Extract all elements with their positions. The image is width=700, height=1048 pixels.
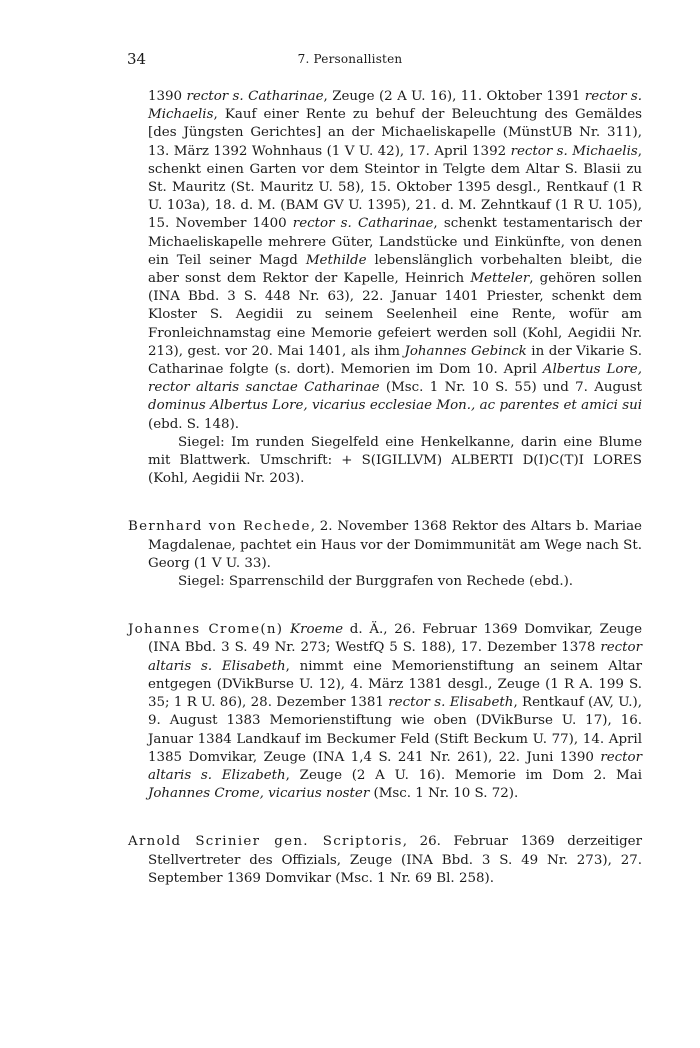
entry-name: Arnold Scrinier gen. Scriptoris [128, 834, 403, 850]
body-text [128, 88, 642, 888]
seal-description: Siegel: Sparrenschild der Burggrafen von Rechede (ebd.). [178, 574, 574, 590]
seal-description: Siegel: Im runden Siegelfeld eine Henkelkanne, darin eine Blume mit Blattwerk. Umschrift: + S(IGILLVM) ALBERTI D(I)C(T)I LORES (Kohl, Aegidii Nr. 203). [148, 434, 642, 487]
running-head: 7. Personallisten [297, 52, 403, 66]
entry-johannes-crome: Johannes Crome(n) Kroeme d. Ä., 26. Februar 1369 Domvikar, Zeuge (INA Bbd. 3 S. 49 Nr. 273; WestfQ 5 S. 188), 17. Dezember 1378 rector altaris s. Elisabeth, nimmt eine Memorienstiftung an seinem Altar entgegen (DVikBurse U. 12), 4. März 1381 desgl., Zeuge (1 R A. 199 S. 35; 1 R U. 86), 28. Dezember 1381 rector s. Elisabeth, Rentkauf (AV, U.), 9. August 1383 Memorienstiftung wie oben (DVikBurse U. 17), 16. Januar 1384 Landkauf im Beckumer Feld (Stift Beckum U. 77), 14. April 1385 Domvikar, Zeuge (INA 1,4 S. 241 Nr. 261), 22. Juni 1390 rector altaris s. Elizabeth, Zeuge (2 A U. 16). Memorie im Dom 2. Mai Johannes Crome, vicarius noster (Msc. 1 Nr. 10 S. 72). [128, 622, 643, 802]
page-number: 34 [127, 50, 147, 68]
entry-bernhard-von-rechede: Bernhard von Rechede, 2. November 1368 Rektor des Altars b. Mariae Magdalenae, pachtet ein Haus vor der Domimmunität am Wege nach St. Georg (1 V U. 33). [128, 519, 642, 571]
entry-name: Johannes Crome(n) [128, 622, 284, 638]
entry-albertus-lore-continuation: 1390 rector s. Catharinae, Zeuge (2 A U. 16), 11. Oktober 1391 rector s. Michaelis, Kauf einer Rente zu behuf der Beleuchtung des Gemäldes [des Jüngsten Gerichtes] an der Michaeliskapelle (MünstUB Nr. 311), 13. März 1392 Wohnhaus (1 V U. 42), 17. April 1392 rector s. Michaelis, schenkt einen Garten vor dem Steintor in Telgte dem Altar S. Blasii zu St. Mauritz (St. Mauritz U. 58), 15. Oktober 1395 desgl., Rentkauf (1 R U. 103a), 18. d. M. (BAM GV U. 1395), 21. d. M. Zehntkauf (1 R U. 105), 15. November 1400 rector s. Catharinae, schenkt testamentarisch der Michaeliskapelle mehrere Güter, Landstücke und Einkünfte, von denen ein Teil seiner Magd Methilde lebenslänglich vorbehalten bleibt, die aber sonst dem Rektor der Kapelle, Heinrich Metteler, gehören sollen (INA Bbd. 3 S. 448 Nr. 63), 22. Januar 1401 Priester, schenkt dem Kloster S. Aegidii zu seinem Seelenheil eine Rente, wofür am Fronleichnamstag eine Memorie gefeiert werden soll (Kohl, Aegidii Nr. 213), gest. vor 20. Mai 1401, als ihm Johannes Gebinck in der Vikarie S. Catharinae folgte (s. dort). Memorien im Dom 10. April Albertus Lore, rector altaris sanctae Catharinae (Msc. 1 Nr. 10 S. 55) und 7. August dominus Albertus Lore, vicarius ecclesiae Mon., ac parentes et amici sui (ebd. S. 148). [148, 89, 643, 432]
entry-name: Bernhard von Rechede [128, 519, 311, 535]
entry-arnold-scrinier: Arnold Scrinier gen. Scriptoris, 26. Februar 1369 derzeitiger Stellvertreter des Offizials, Zeuge (INA Bbd. 3 S. 49 Nr. 273), 27. September 1369 Domvikar (Msc. 1 Nr. 69 Bl. 258). [128, 834, 643, 886]
